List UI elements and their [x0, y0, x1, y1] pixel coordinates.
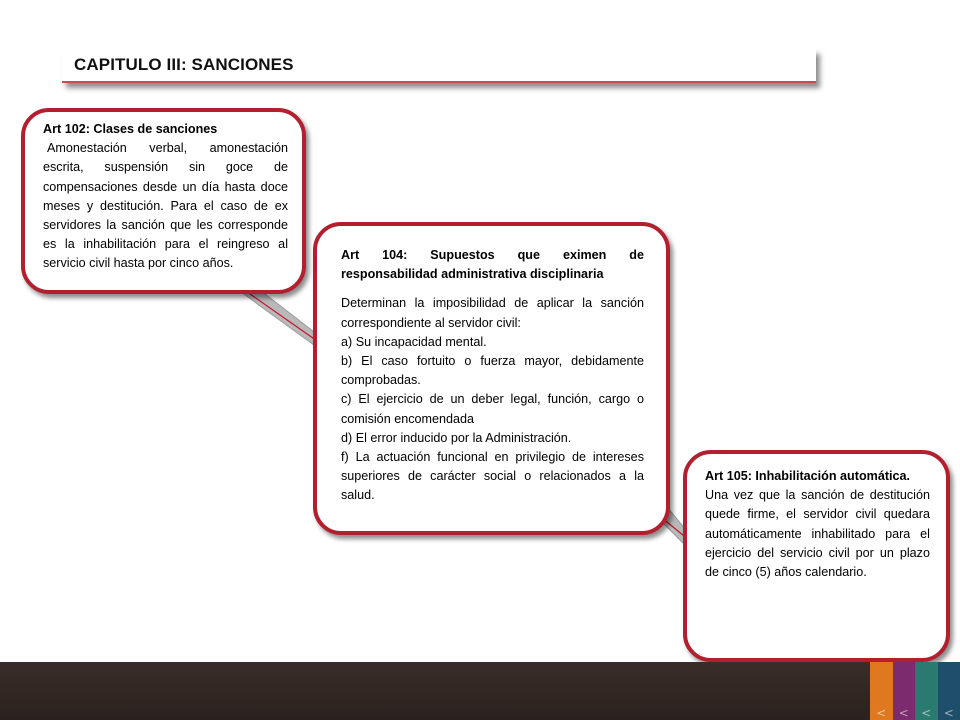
article-102-body: Amonestación verbal, amonestación escrita, suspensión sin goce de compensaciones desde un día hasta doce meses y destitución. Para el caso de ex servidores la sanción que les corresponde es la inhabilitación para el reingreso al servicio civil hasta por cinco años.	[43, 141, 288, 271]
footer-tab-blue[interactable]	[938, 662, 960, 720]
chevron-left-icon: <	[876, 706, 887, 720]
chevron-left-icon: <	[921, 706, 932, 720]
connector-102-104-highlight	[240, 287, 320, 343]
footer-tab-teal[interactable]	[915, 662, 938, 720]
chevron-left-icon: <	[898, 706, 909, 720]
article-105-bubble	[683, 450, 950, 662]
article-105-heading: Art 105: Inhabilitación automática.	[705, 469, 911, 483]
article-104-item-d: d) El error inducido por la Administración.	[341, 430, 572, 445]
article-102-heading: Art 102: Clases de sanciones	[43, 122, 218, 136]
article-104-item-b: b) El caso fortuito o fuerza mayor, debidamente comprobadas.	[341, 354, 644, 388]
footer-nav-tabs	[870, 662, 960, 720]
footer-bar	[0, 662, 960, 720]
slide-title: CAPITULO III: SANCIONES	[74, 55, 294, 74]
title-bar	[62, 49, 816, 83]
chevron-left-icon: <	[943, 706, 954, 720]
article-102-bubble	[21, 108, 306, 294]
article-104-item-f: f) La actuación funcional en privilegio de intereses superiores de carácter social o relacionados a la salud.	[341, 450, 644, 503]
article-104-item-a: a) Su incapacidad mental.	[341, 334, 487, 349]
article-104-intro: Determinan la imposibilidad de aplicar la sanción correspondiente al servidor civil:	[341, 296, 644, 330]
article-104-item-c: c) El ejercicio de un deber legal, función, cargo o comisión encomendada	[341, 392, 644, 426]
article-104-bubble	[313, 222, 670, 535]
footer-tab-orange[interactable]	[870, 662, 893, 720]
footer-tab-purple[interactable]	[893, 662, 916, 720]
article-104-heading: Art 104: Supuestos que eximen de responsabilidad administrativa disciplinaria	[341, 248, 644, 282]
article-105-body: Una vez que la sanción de destitución quede firme, el servidor civil quedara automáticamente inhabilitado para el ejercicio del servicio civil por un plazo de cinco (5) años calendario.	[705, 488, 930, 580]
